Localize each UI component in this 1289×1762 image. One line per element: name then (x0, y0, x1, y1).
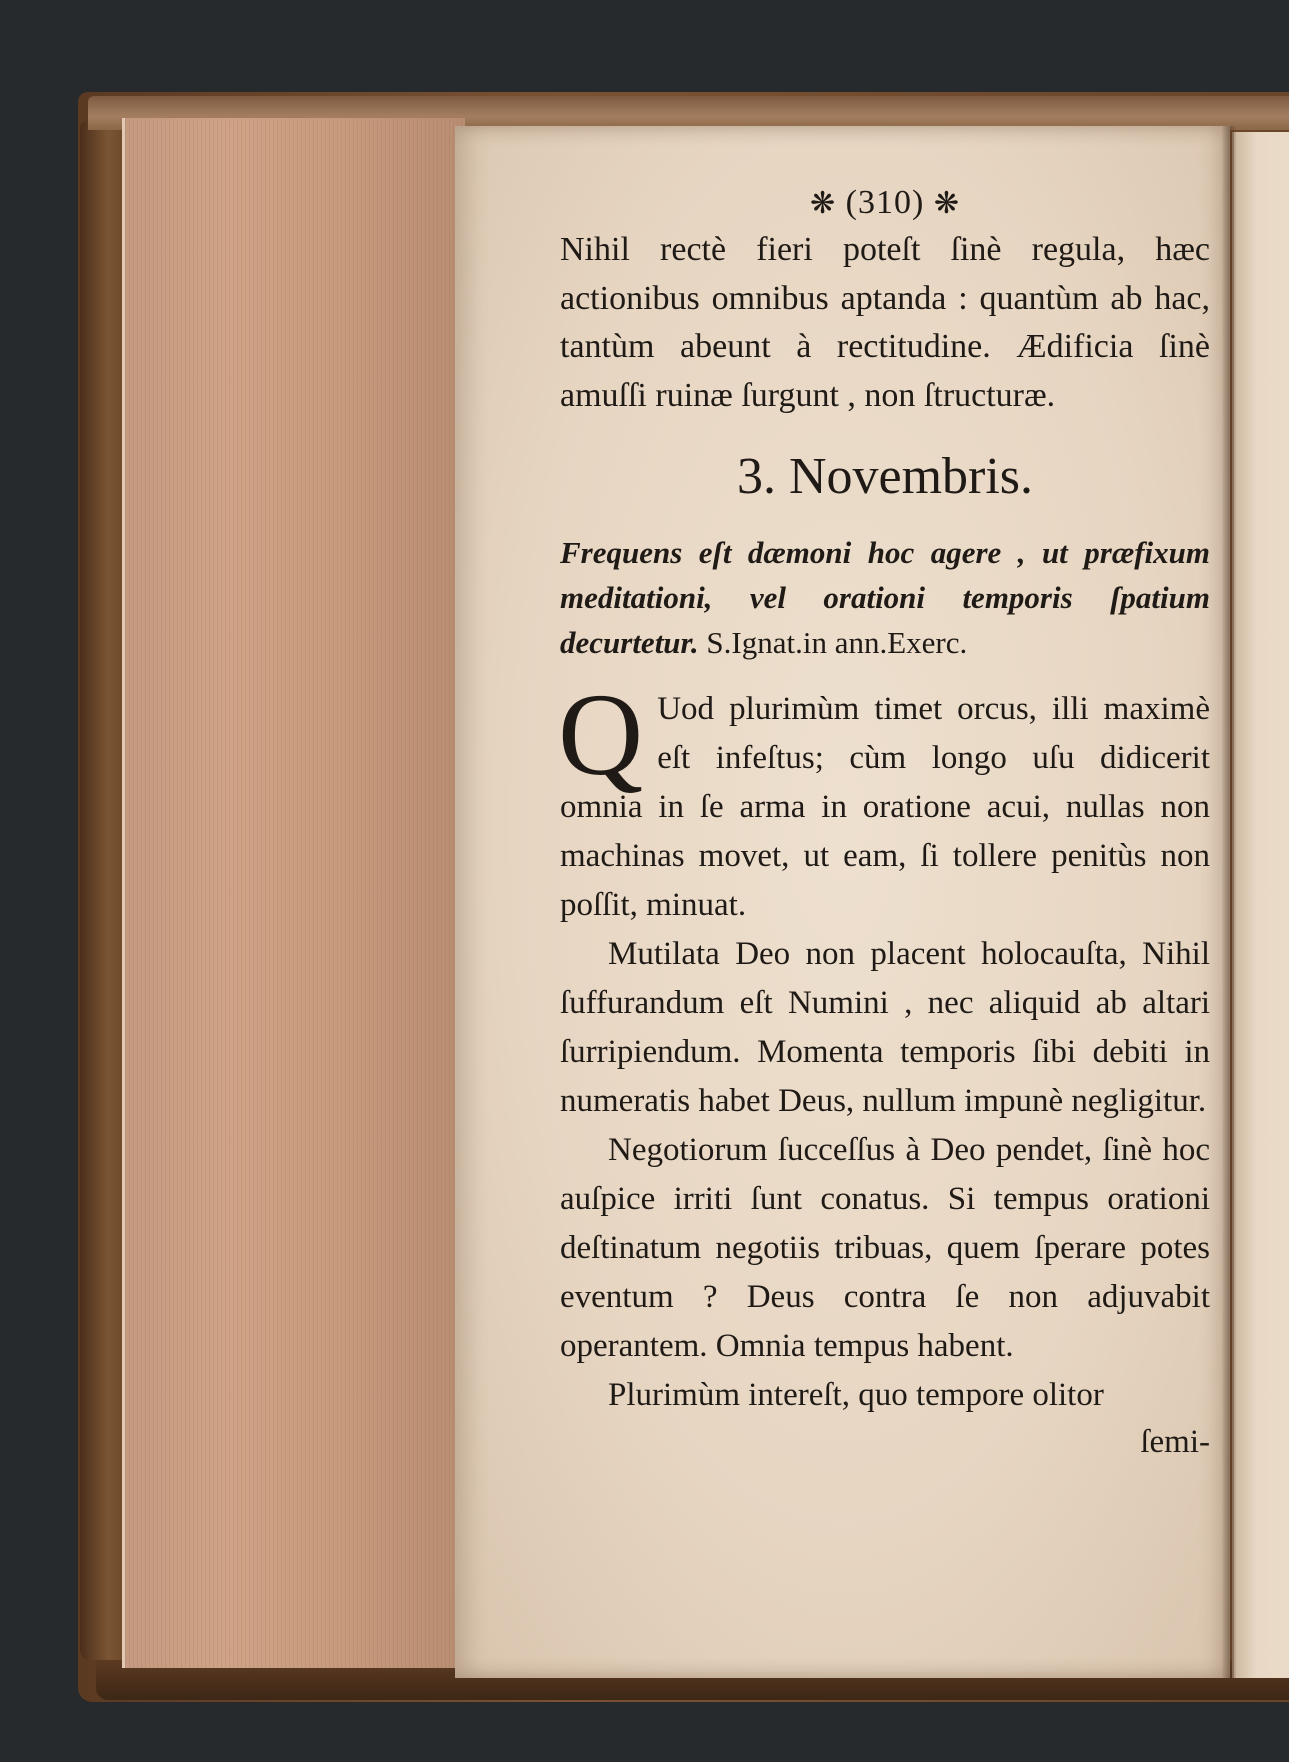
paragraph-text: Uod plurimùm timet orcus, illi maximè eſt infeſtus; cùm longo uſu didicerit omnia in ſe arma in oratione acui, nullas non machinas movet, ut eam, ſi tollere penitùs non poſſit, minuat. (560, 691, 1210, 923)
body-paragraph: Plurimùm intereſt, quo tempore olitor (608, 1377, 1104, 1413)
ornament-icon: ❋ (933, 186, 960, 221)
page-gutter (1222, 126, 1236, 1678)
catchword: ſemi- (1140, 1424, 1210, 1460)
quote-text: Frequens eſt dæmoni hoc agere , ut præfixum meditationi, vel orationi temporis ſpatium decurtetur. (560, 535, 1210, 660)
page-header (560, 180, 1210, 226)
page-text (560, 180, 1210, 1464)
drop-cap: Q (558, 669, 644, 800)
facing-page-edge (1232, 132, 1289, 1678)
page-fore-edge (122, 118, 465, 1668)
body-paragraph: Negotiorum ſucceſſus à Deo pendet, ſinè hoc auſpice irriti ſunt conatus. Si tempus orationi deſtinatum negotiis tribuas, quem ſperare potes eventum ? Deus contra ſe non adjuvabit operantem. Omnia tempus habent. (560, 1132, 1210, 1364)
body-paragraph (558, 669, 1210, 930)
epigraph-quote (560, 530, 1210, 665)
section-date-heading: 3. Novembris. (736, 448, 1034, 505)
intro-paragraph: Nihil rectè fieri poteſt ſinè regula, hæc actionibus omnibus aptanda : quantùm ab hac, tantùm abeunt à rectitudine. Ædificia ſinè amuſſi ruinæ ſurgunt , non ſtructuræ. (560, 231, 1210, 414)
body-paragraph: Mutilata Deo non placent holocauſta, Nihil ſuffurandum eſt Numini , nec aliquid ab altari ſurripiendum. Momenta temporis ſibi debiti in numeratis habet Deus, nullum impunè negligitur. (560, 936, 1210, 1119)
quote-source: S.Ignat.in ann.Exerc. (706, 625, 968, 660)
ornament-icon: ❋ (810, 186, 837, 221)
page-number: (310) (845, 184, 925, 221)
